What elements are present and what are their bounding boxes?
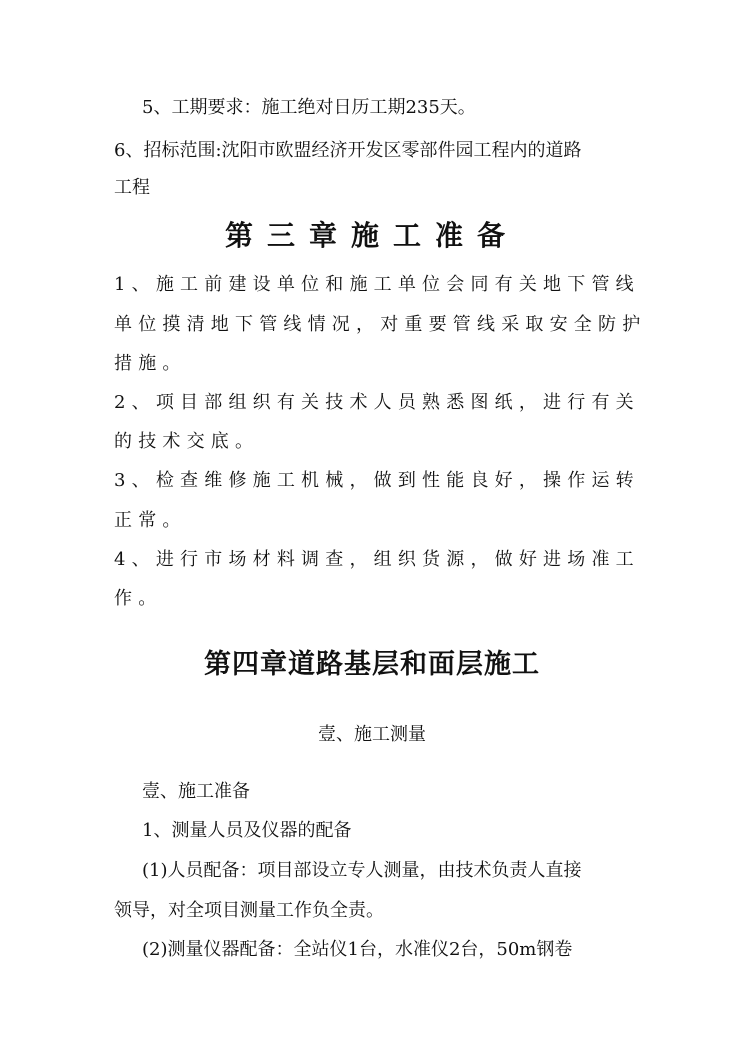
prep-item-1-line-3: 措施。 xyxy=(114,353,187,374)
prep-item-3-line-2: 正常。 xyxy=(114,510,187,531)
survey-item-1-1-line-2: 领导，对全项目测量工作负全责。 xyxy=(114,900,384,921)
section-title-survey: 壹、施工测量 xyxy=(318,724,426,745)
sub-heading-preparation: 壹、施工准备 xyxy=(142,781,250,802)
prep-item-2-line-2: 的技术交底。 xyxy=(114,431,260,452)
chapter-3-title: 第三章施工准备 xyxy=(224,219,519,252)
prep-item-4-line-2: 作。 xyxy=(114,588,163,609)
prep-item-4-line-1: 4、进行市场材料调查，组织货源，做好进场准工 xyxy=(114,549,640,570)
chapter-4-title: 第四章道路基层和面层施工 xyxy=(204,649,540,680)
requirement-5: 5、工期要求：施工绝对日历工期235天。 xyxy=(142,97,476,118)
survey-item-1-2-line-1: (2)测量仪器配备：全站仪1台，水准仪2台，50m钢卷 xyxy=(142,939,573,960)
prep-item-1-line-2: 单位摸清地下管线情况，对重要管线采取安全防护 xyxy=(114,314,647,335)
prep-item-3-line-1: 3、检查维修施工机械，做到性能良好，操作运转 xyxy=(114,470,640,491)
prep-item-1-line-1: 1、施工前建设单位和施工单位会同有关地下管线 xyxy=(114,274,640,295)
requirement-6-line-2: 工程 xyxy=(114,177,150,198)
prep-item-2-line-1: 2、项目部组织有关技术人员熟悉图纸，进行有关 xyxy=(114,392,640,413)
survey-item-1-1-line-1: (1)人员配备：项目部设立专人测量，由技术负责人直接 xyxy=(142,860,582,881)
requirement-6-line-1: 6、招标范围:沈阳市欧盟经济开发区零部件园工程内的道路 xyxy=(114,140,582,161)
survey-item-1: 1、测量人员及仪器的配备 xyxy=(142,820,352,841)
